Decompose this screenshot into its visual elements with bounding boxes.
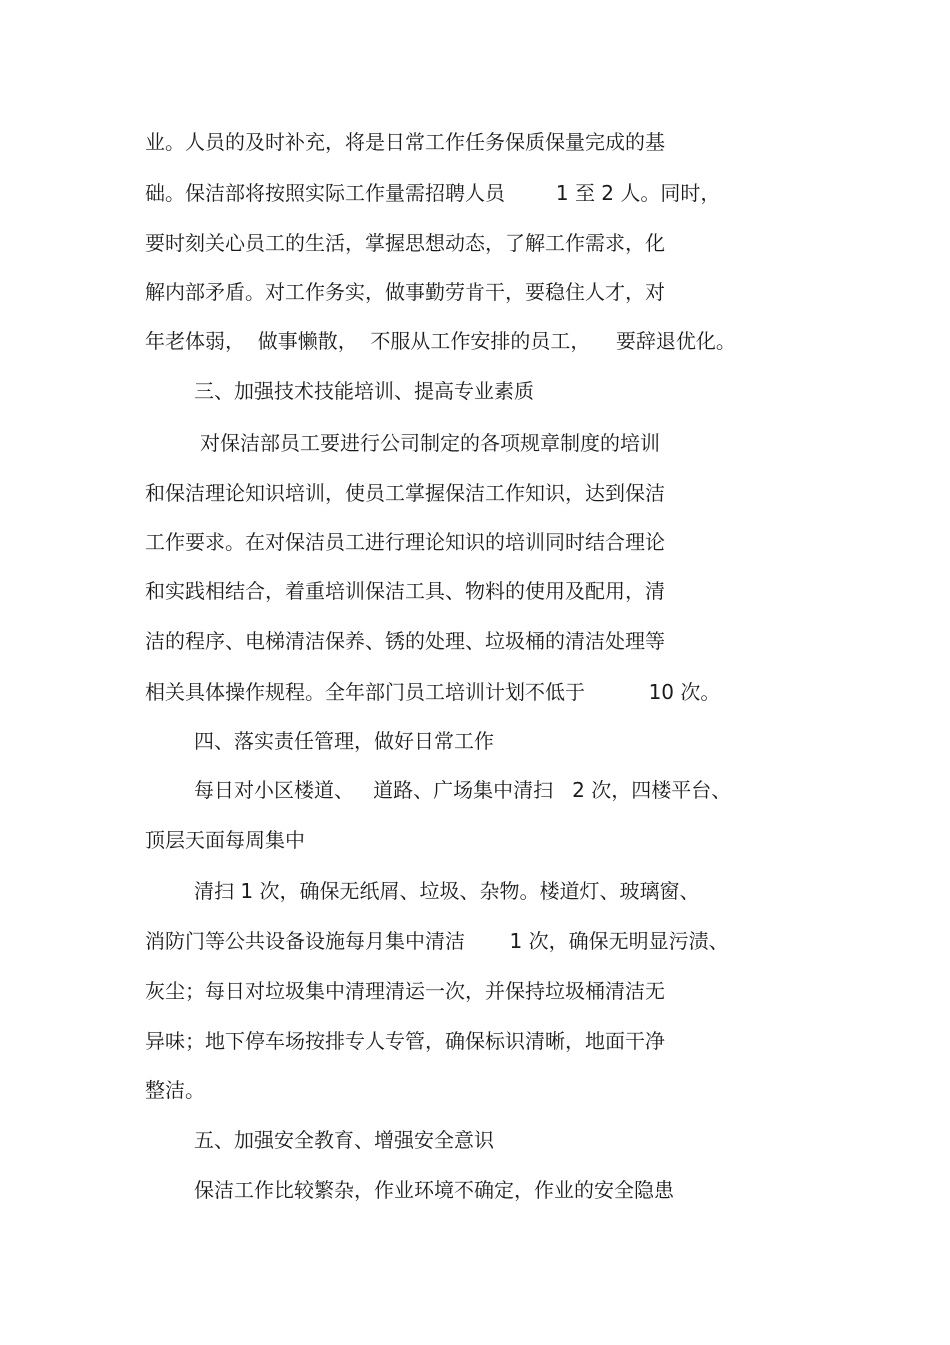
section-heading: 三、加强技术技能培训、提高专业素质	[194, 379, 534, 403]
section-heading: 五、加强安全教育、增强安全意识	[194, 1128, 494, 1152]
text-line: 消防门等公共设备设施每月集中清洁 1 次，确保无明显污渍、	[145, 929, 729, 953]
text-line: 异味；地下停车场按排专人专管，确保标识清晰，地面干净	[145, 1029, 665, 1053]
text-line: 和实践相结合，着重培训保洁工具、物料的使用及配用，清	[145, 579, 665, 603]
text-line: 洁的程序、电梯清洁保养、锈的处理、垃圾桶的清洁处理等	[145, 629, 665, 653]
text-line: 年老体弱， 做事懒散， 不服从工作安排的员工， 要辞退优化。	[145, 329, 736, 353]
text-line: 对保洁部员工要进行公司制定的各项规章制度的培训	[200, 431, 660, 455]
text-line: 保洁工作比较繁杂，作业环境不确定，作业的安全隐患	[194, 1178, 674, 1202]
text-line: 顶层天面每周集中	[145, 828, 305, 852]
text-line: 要时刻关心员工的生活，掌握思想动态，了解工作需求，化	[145, 231, 665, 255]
section-heading: 四、落实责任管理，做好日常工作	[194, 729, 494, 753]
text-line: 工作要求。在对保洁员工进行理论知识的培训同时结合理论	[145, 530, 665, 554]
text-line: 清扫 1 次，确保无纸屑、垃圾、杂物。楼道灯、玻璃窗、	[194, 879, 700, 903]
text-line: 相关具体操作规程。全年部门员工培训计划不低于 10 次。	[145, 680, 721, 704]
text-line: 整洁。	[145, 1078, 205, 1102]
text-line: 每日对小区楼道、 道路、广场集中清扫 2 次，四楼平台、	[194, 778, 732, 802]
text-line: 灰尘；每日对垃圾集中清理清运一次，并保持垃圾桶清洁无	[145, 979, 665, 1003]
text-line: 础。保洁部将按照实际工作量需招聘人员 1 至 2 人。同时，	[145, 181, 721, 205]
text-line: 业。人员的及时补充，将是日常工作任务保质保量完成的基	[145, 130, 665, 154]
text-line: 解内部矛盾。对工作务实，做事勤劳肯干，要稳住人才，对	[145, 280, 665, 304]
text-line: 和保洁理论知识培训，使员工掌握保洁工作知识，达到保洁	[145, 481, 665, 505]
